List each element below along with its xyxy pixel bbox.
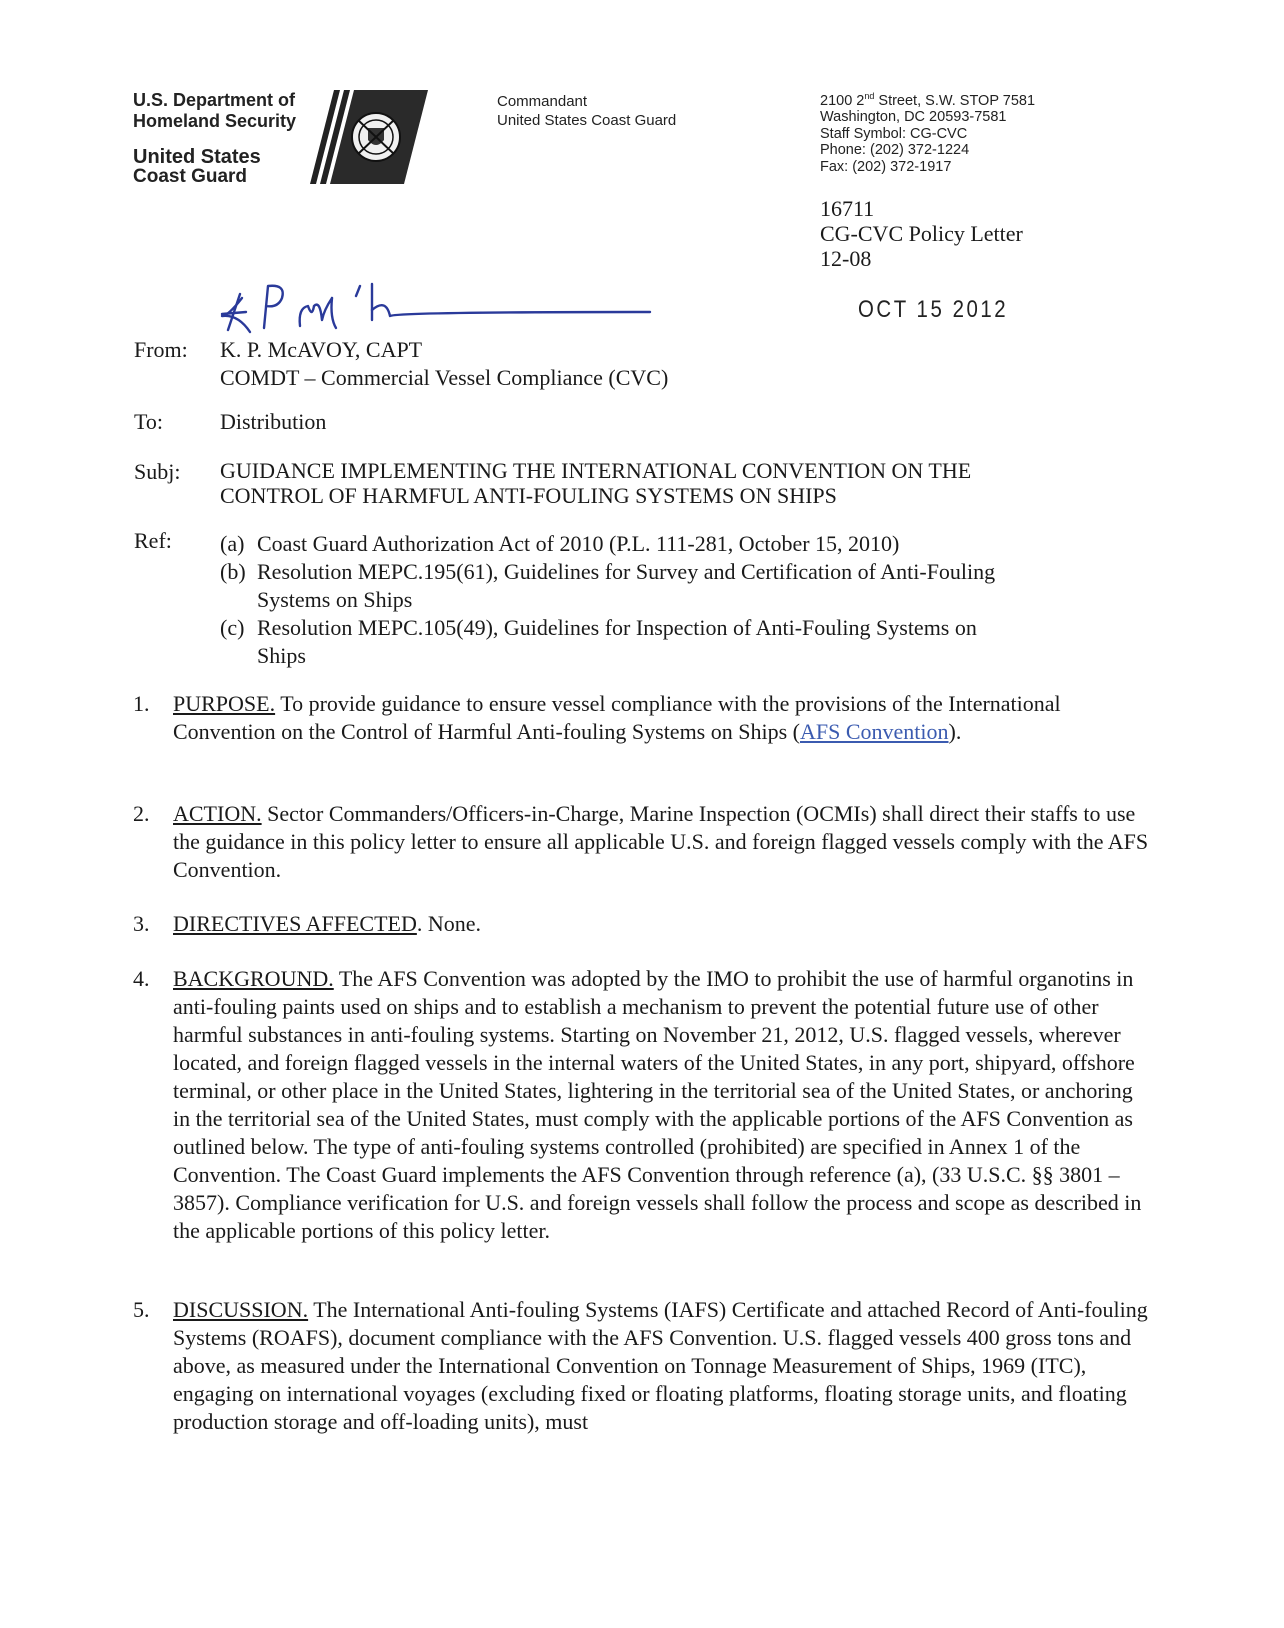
agency-name: United States Coast Guard bbox=[133, 146, 261, 187]
commandant-block: Commandant United States Coast Guard bbox=[497, 93, 677, 129]
paragraph-action: 2. ACTION. Sector Commanders/Officers-in-Charge, Marine Inspection (OCMIs) shall direct their staffs to use the guidance in this policy letter to ensure all applicable U.S. and foreign flagged vessels comply with the AFS Convention. bbox=[133, 801, 1149, 882]
policy-identifier: 16711 CG-CVC Policy Letter 12-08 bbox=[820, 196, 1023, 271]
paragraph-heading: DISCUSSION. bbox=[173, 1297, 309, 1322]
paragraph-heading: ACTION. bbox=[173, 801, 262, 826]
signature bbox=[220, 280, 660, 340]
reference-item: (c) Resolution MEPC.105(49), Guidelines for Inspection of Anti-Fouling Systems on Ships bbox=[220, 615, 977, 668]
reference-item: (b) Resolution MEPC.195(61), Guidelines for Survey and Certification of Anti-Fouling Systems on Ships bbox=[220, 559, 996, 612]
paragraph-heading: PURPOSE. bbox=[173, 691, 276, 716]
address-block: 2100 2nd Street, S.W. STOP 7581 Washington, DC 20593-7581 Staff Symbol: CG-CVC Phone: (202) 372-1224 Fax: (202) 372-1917 bbox=[820, 88, 1035, 175]
subject-value: GUIDANCE IMPLEMENTING THE INTERNATIONAL CONVENTION ON THE CONTROL OF HARMFUL ANTI-FOULING SYSTEMS ON SHIPS bbox=[220, 458, 972, 508]
from-label: From: bbox=[134, 337, 188, 362]
paragraph-discussion: 5. DISCUSSION. The International Anti-fouling Systems (IAFS) Certificate and attached Record of Anti-fouling Systems (ROAFS), document compliance with the AFS Convention. U.S. flagged vessels 400 gross tons and above, as measured under the International Convention on Tonnage Measurement of Ships, 1969 (ITC), engaging on international voyages (excluding fixed or floating platforms, floating storage units, and floating production storage and off-loading units), must bbox=[133, 1297, 1148, 1434]
paragraph-purpose: 1. PURPOSE. To provide guidance to ensure vessel compliance with the provisions of the International Convention on the Control of Harmful Anti-fouling Systems on Ships (AFS Convention). bbox=[133, 691, 1061, 744]
to-label: To: bbox=[134, 409, 164, 434]
reference-label: Ref: bbox=[134, 528, 172, 553]
reference-item: (a) Coast Guard Authorization Act of 2010 (P.L. 111-281, October 15, 2010) bbox=[220, 531, 900, 556]
afs-convention-link[interactable]: AFS Convention bbox=[799, 719, 949, 744]
from-value: K. P. McAVOY, CAPT COMDT – Commercial Vessel Compliance (CVC) bbox=[220, 337, 669, 390]
department-name: U.S. Department of Homeland Security bbox=[133, 90, 297, 131]
address-street: 2100 2nd Street, S.W. STOP 7581 bbox=[820, 91, 1036, 109]
reference-list bbox=[220, 530, 1120, 670]
to-value: Distribution bbox=[220, 409, 327, 434]
date-stamp: OCT 15 2012 bbox=[858, 296, 1009, 323]
subject-label: Subj: bbox=[134, 459, 181, 484]
paragraph-heading: BACKGROUND. bbox=[173, 966, 334, 991]
coast-guard-logo bbox=[298, 90, 428, 184]
paragraph-heading: DIRECTIVES AFFECTED bbox=[173, 911, 417, 936]
paragraph-directives-affected: 3. DIRECTIVES AFFECTED. None. bbox=[133, 911, 482, 936]
paragraph-background: 4. BACKGROUND. The AFS Convention was adopted by the IMO to prohibit the use of harmful organotins in anti-fouling paints used on ships and to establish a mechanism to prevent the potential future use of other harmful substances in anti-fouling systems. Starting on November 21, 2012, U.S. flagged vessels, wherever located, and foreign flagged vessels in the internal waters of the United States, in any port, shipyard, offshore terminal, or other place in the United States, lightering in the territorial sea of the United States, or anchoring in the territorial sea of the United States, must comply with the applicable portions of the AFS Convention as outlined below. The type of anti-fouling systems controlled (prohibited) are specified in Annex 1 of the Convention. The Coast Guard implements the AFS Convention through reference (a), (33 U.S.C. §§ 3801 – 3857). Compliance verification for U.S. and foreign vessels shall follow the process and scope as described in the applicable portions of this policy letter. bbox=[133, 966, 1142, 1243]
